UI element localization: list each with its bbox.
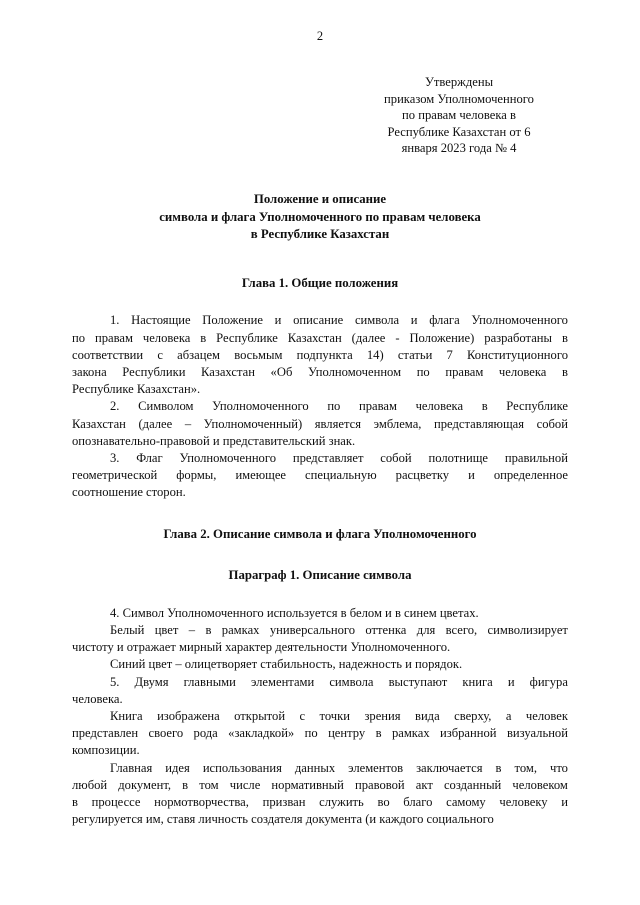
text-line: соотношение сторон. — [72, 485, 186, 500]
text-line: 5. Двумя главными элементами символа выступают книга и фигура — [110, 674, 568, 689]
approval-line: января 2023 года № 4 — [401, 141, 517, 156]
paragraph-block — [72, 605, 568, 622]
text-line: регулируется им, ставя личность создателя документа (и каждого социального — [72, 812, 494, 827]
text-line: человека. — [72, 691, 123, 706]
paragraph-block — [72, 656, 568, 673]
approval-line: Утверждены — [424, 75, 494, 89]
approval-line: Республике Казахстан от 6 — [387, 124, 531, 139]
text-line: 3. Флаг Уполномоченного представляет собой полотнище правильной — [110, 450, 568, 465]
title-line: Положение и описание — [253, 191, 387, 206]
paragraph-block — [72, 708, 568, 760]
chapter-2-heading: Глава 2. Описание символа и флага Уполномоченного — [163, 526, 477, 541]
body-text-second — [72, 605, 568, 829]
text-line: соответствии с абзацем восьмым подпункта 14) статьи 7 Конституционного — [72, 347, 568, 362]
chapter-1-heading: Глава 1. Общие положения — [241, 275, 399, 290]
document-title — [72, 191, 568, 244]
paragraph-block — [72, 312, 568, 398]
text-line: Белый цвет – в рамках универсального оттенка для всего, символизирует — [110, 622, 568, 637]
text-line: Республике Казахстан». — [72, 382, 201, 397]
text-line: геометрической формы, имеющее специальную расцветку и определенное — [72, 468, 568, 483]
text-line: представлен своего рода «закладкой» по центру в рамках избранной визуальной — [72, 726, 568, 741]
text-line: Книга изображена открытой с точки зрения вида сверху, а человек — [110, 708, 568, 723]
page-content — [72, 74, 568, 828]
text-line: Главная идея использования данных элементов заключается в том, что — [110, 760, 568, 775]
paragraph-block — [72, 760, 568, 829]
paragraph-block — [72, 622, 568, 656]
title-line: символа и флага Уполномоченного по правам человека — [159, 209, 481, 224]
title-line: в Республике Казахстан — [250, 227, 390, 242]
text-line: Синий цвет – олицетворяет стабильность, надежность и порядок. — [110, 657, 463, 672]
paragraph-block — [72, 398, 568, 450]
body-text — [72, 312, 568, 501]
text-line: опознавательно-правовой и представительский знак. — [72, 433, 356, 448]
text-line: любой документ, в том числе нормативный правовой акт созданный человеком — [72, 777, 568, 792]
approval-line: приказом Уполномоченного — [384, 91, 534, 106]
text-line: по правам человека в Республике Казахстан (далее - Положение) разработаны в — [72, 330, 568, 345]
paragraph-block — [72, 674, 568, 708]
text-line: композиции. — [72, 743, 140, 758]
text-line: в процессе нормотворчества, призван служить во благо самому человеку и — [72, 795, 568, 809]
paragraph-1-heading: Параграф 1. Описание символа — [228, 568, 412, 583]
text-line: закона Республики Казахстан «Об Уполномоченном по правам человека в — [72, 364, 568, 379]
approval-block — [350, 74, 568, 157]
approval-line: по правам человека в — [402, 108, 516, 123]
text-line: Казахстан (далее – Уполномоченный) является эмблема, представляющая собой — [72, 416, 568, 431]
text-line: 4. Символ Уполномоченного используется в белом и в синем цветах. — [110, 605, 479, 620]
page-number: 2 — [316, 29, 324, 43]
text-line: 1. Настоящие Положение и описание символа и флага Уполномоченного — [110, 313, 568, 328]
text-line: 2. Символом Уполномоченного по правам человека в Республике — [110, 399, 568, 414]
paragraph-block — [72, 450, 568, 502]
text-line: чистоту и отражает мирный характер деятельности Уполномоченного. — [72, 640, 451, 655]
